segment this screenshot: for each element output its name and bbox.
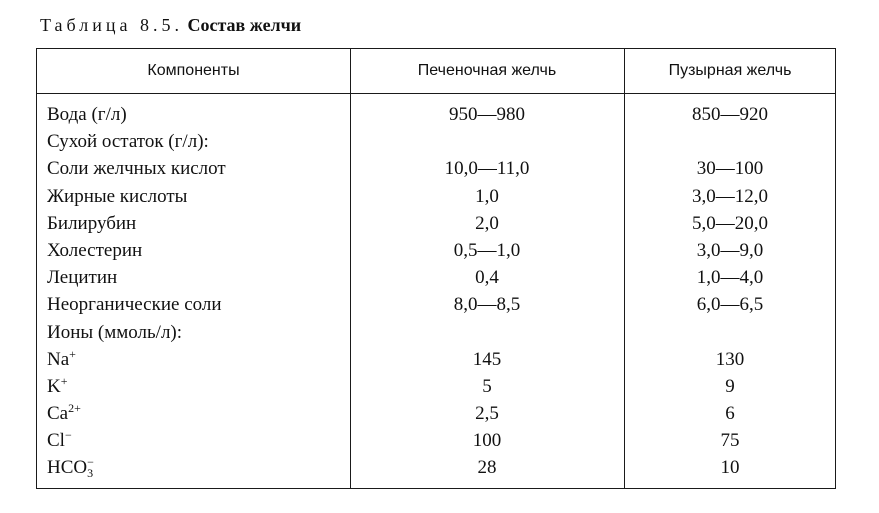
component-superscript: 2+: [68, 401, 81, 416]
component-superscript: +: [69, 346, 76, 361]
hepatic-bile-value: 1,0: [475, 185, 499, 207]
component-label: Жирные кислоты: [47, 185, 188, 207]
gallbladder-bile-value: 130: [715, 348, 745, 370]
bile-composition-table: [36, 48, 836, 489]
hepatic-bile-value: 100: [472, 430, 502, 452]
table-body: [37, 101, 835, 482]
table-row: [37, 210, 835, 237]
gallbladder-bile-value: 6,0—6,5: [696, 294, 764, 316]
row-component-name: [47, 291, 222, 318]
component-superscript: −: [64, 428, 72, 443]
row-component-name: [47, 427, 72, 454]
row-component-name: [47, 101, 127, 128]
table-row: [37, 346, 835, 373]
component-label: Cl: [47, 430, 65, 452]
component-label: Ca: [47, 403, 69, 425]
table-row: [37, 101, 835, 128]
component-label: Соли желчных кислот: [47, 158, 226, 180]
table-header: [37, 49, 835, 94]
table-row: [37, 400, 835, 427]
component-superscript: +: [60, 373, 68, 388]
hepatic-bile-value: 145: [472, 348, 502, 370]
row-component-name: [47, 210, 136, 237]
gallbladder-bile-value: 3,0—9,0: [696, 239, 764, 261]
hepatic-bile-value: 28: [477, 457, 497, 479]
row-component-name: [47, 319, 182, 346]
header-hepatic-bile: Печеночная желчь: [417, 62, 557, 79]
hepatic-bile-value: 10,0—11,0: [444, 158, 530, 180]
gallbladder-bile-value: 850—920: [692, 104, 768, 125]
gallbladder-bile-value: 75: [720, 430, 740, 452]
component-superscript: −: [87, 455, 94, 470]
table-row: [37, 454, 835, 481]
row-component-name: [47, 400, 81, 427]
table-row: [37, 373, 835, 400]
header-components: Компоненты: [147, 62, 240, 79]
table-caption: [40, 14, 301, 36]
component-label: Сухой остаток (г/л):: [47, 131, 209, 153]
component-label: K: [47, 375, 61, 397]
row-component-name: [47, 373, 68, 400]
component-label: Na: [47, 348, 70, 370]
table-row: [37, 264, 835, 291]
component-label: Вода (г/л): [47, 104, 127, 125]
hepatic-bile-value: 950—980: [449, 104, 525, 125]
table-row: [37, 155, 835, 182]
table-row: [37, 183, 835, 210]
row-component-name: [47, 237, 142, 264]
gallbladder-bile-value: 3,0—12,0: [692, 185, 768, 207]
component-label: Неорганические соли: [47, 294, 222, 316]
caption-title: Состав желчи: [187, 15, 302, 35]
row-component-name: [47, 264, 117, 291]
hepatic-bile-value: 5: [482, 375, 492, 397]
hepatic-bile-value: 8,0—8,5: [453, 294, 521, 316]
component-label: Билирубин: [47, 212, 137, 234]
table-row: [37, 427, 835, 454]
component-label: Лецитин: [47, 267, 118, 289]
row-component-name: [47, 346, 76, 373]
hepatic-bile-value: 2,5: [475, 403, 499, 425]
gallbladder-bile-value: 9: [725, 375, 735, 397]
hepatic-bile-value: 0,5—1,0: [453, 239, 521, 261]
row-component-name: [47, 183, 187, 210]
component-label: HCO: [47, 457, 88, 479]
table-row: [37, 319, 835, 346]
gallbladder-bile-value: 30—100: [696, 158, 764, 180]
gallbladder-bile-value: 6: [725, 403, 735, 425]
row-component-name: [47, 155, 226, 182]
component-label: Холестерин: [47, 239, 143, 261]
component-label: Ионы (ммоль/л):: [47, 321, 183, 343]
header-gallbladder-bile: Пузырная желчь: [668, 62, 792, 79]
row-component-name: [47, 454, 94, 481]
gallbladder-bile-value: 1,0—4,0: [696, 267, 764, 289]
gallbladder-bile-value: 5,0—20,0: [692, 212, 768, 234]
row-component-name: [47, 128, 209, 155]
gallbladder-bile-value: 10: [720, 457, 740, 479]
component-subscript: 3: [87, 466, 94, 481]
hepatic-bile-value: 2,0: [475, 212, 499, 234]
table-row: [37, 291, 835, 318]
caption-prefix: Таблица 8.5.: [40, 15, 183, 35]
hepatic-bile-value: 0,4: [475, 267, 499, 289]
table-row: [37, 128, 835, 155]
table-row: [37, 237, 835, 264]
